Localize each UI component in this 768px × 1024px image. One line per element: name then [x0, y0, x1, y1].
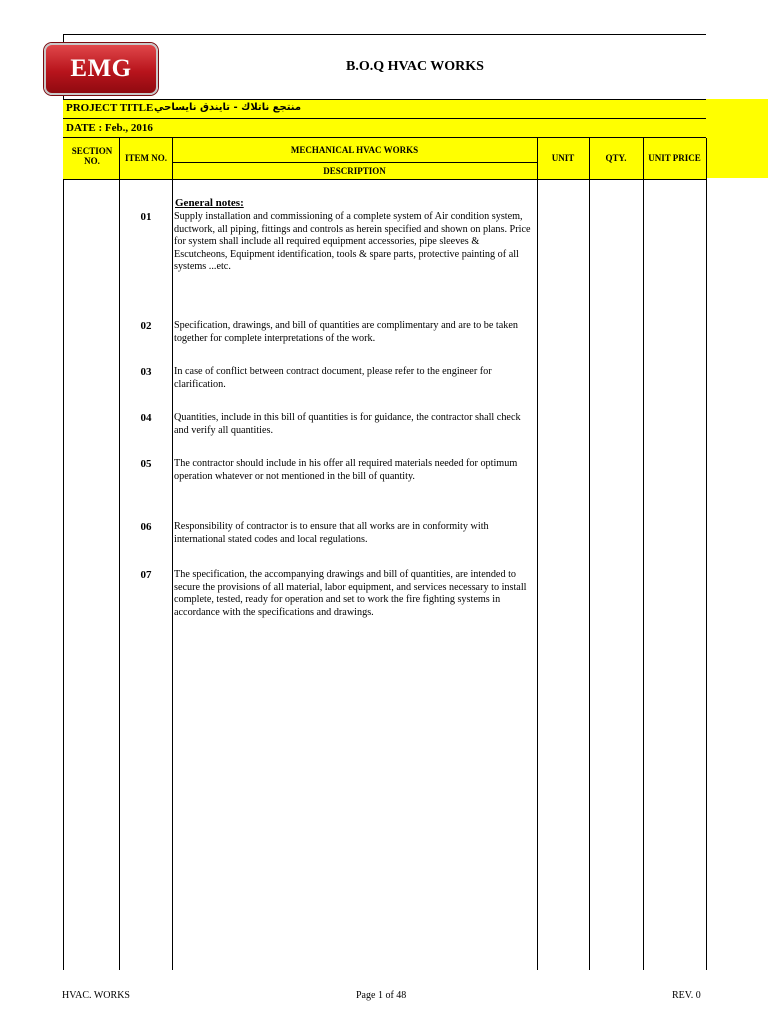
item-description: Quantities, include in this bill of quantities is for guidance, the contractor shall check and verify all quantities. — [174, 412, 521, 436]
column-line-item — [119, 138, 120, 970]
item-number: 05 — [140, 458, 152, 470]
column-header-group: MECHANICAL HVAC WORKS — [290, 145, 419, 155]
item-description: Responsibility of contractor is to ensure that all works are in conformity with international stated codes and local regulations. — [174, 521, 489, 545]
header-bottom-line — [63, 179, 706, 180]
column-header-qty: QTY. — [605, 153, 627, 163]
item-description: In case of conflict between contract document, please refer to the engineer for clarification. — [174, 366, 492, 390]
column-header-unit-price: UNIT PRICE — [648, 153, 701, 163]
item-number: 04 — [140, 412, 152, 424]
column-header-item-no: ITEM NO. — [124, 153, 167, 163]
item-number: 03 — [140, 366, 152, 378]
side-yellow-block — [706, 99, 768, 178]
date-bar — [63, 119, 706, 137]
item-number: 07 — [140, 569, 152, 581]
header-top-line — [63, 137, 706, 138]
revision: REV. 0 — [672, 990, 701, 1001]
column-header-unit: UNIT — [551, 153, 575, 163]
item-description: The specification, the accompanying drawings and bill of quantities, are intended to secure the provisions of all material, labor equipment, and services necessary to install complete, tested, ready for operation and set to work the fire fighting systems in accordance with the specifications and drawings. — [174, 569, 527, 618]
column-header-section-no: SECTION NO. — [71, 146, 113, 166]
column-line-unit — [537, 138, 538, 970]
column-line-description — [172, 138, 173, 970]
footer-left: HVAC. WORKS — [62, 990, 130, 1001]
logo-text: EMG — [70, 55, 132, 82]
date-bar-top-line — [63, 118, 706, 119]
description-divider-line — [172, 162, 537, 163]
item-description: Supply installation and commissioning of a complete system of Air condition system, ductwork, all piping, fittings and controls as herein specified and shown on plans. Price for system shall include all required equipment accessories, pipe sleeves & Escutcheons, Equipment identification, tools & spare parts, protective painting of all systems ...etc. — [174, 211, 531, 272]
column-line-unit-price — [643, 138, 644, 970]
company-logo — [44, 43, 158, 95]
project-title-label: PROJECT TITLE — [66, 102, 154, 114]
date-text: DATE : Feb., 2016 — [66, 122, 153, 134]
page-number: Page 1 of 48 — [356, 990, 407, 1001]
item-description: The contractor should include in his offer all required materials needed for optimum operation whatever or not mentioned in the bill of quantity. — [174, 458, 518, 482]
column-line-qty — [589, 138, 590, 970]
column-header-description: DESCRIPTION — [323, 166, 386, 176]
general-notes-label: General notes: — [175, 197, 244, 209]
item-description: Specification, drawings, and bill of quantities are complimentary and are to be taken together for complete interpretations of the work. — [174, 320, 518, 344]
item-number: 06 — [140, 521, 152, 533]
frame-top-border — [63, 34, 706, 35]
project-title-value: منتجع ناتلاك - تايندق نايساحي — [154, 102, 302, 113]
project-bar-top-line — [63, 99, 706, 100]
item-number: 02 — [140, 320, 152, 332]
item-number: 01 — [140, 211, 152, 223]
column-line-right — [706, 138, 707, 970]
page-title: B.O.Q HVAC WORKS — [346, 59, 484, 74]
